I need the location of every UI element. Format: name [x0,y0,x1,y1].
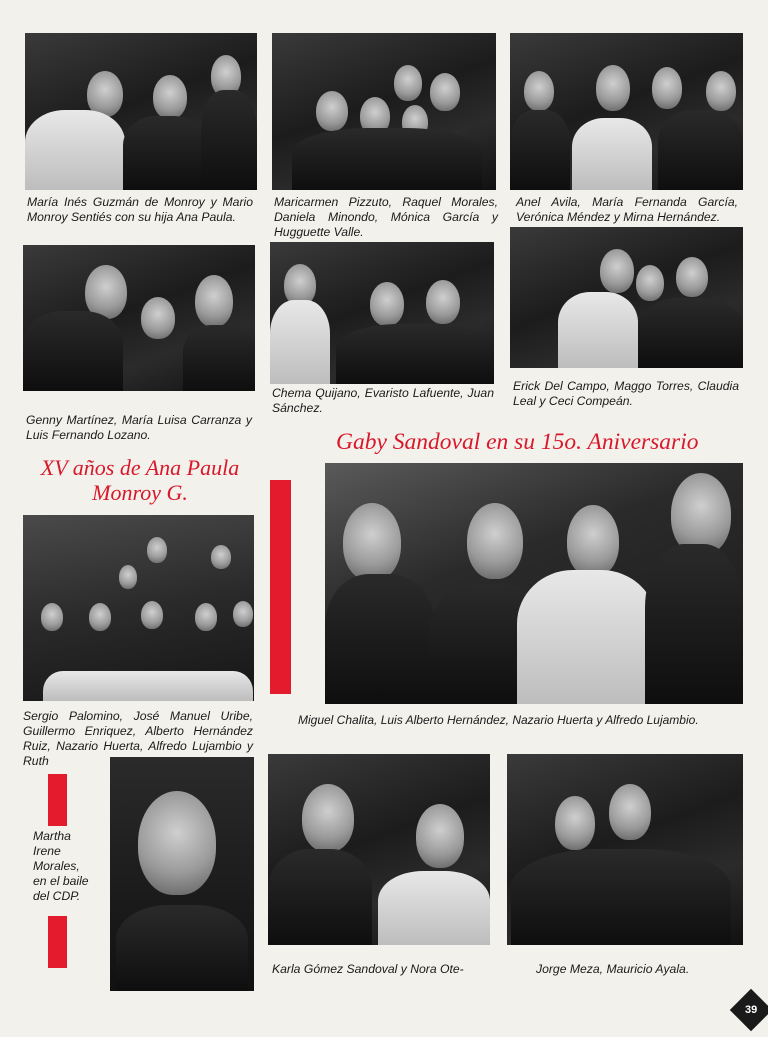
photo-monroy-family [25,33,257,190]
photo-karla-nora [268,754,490,945]
photo-genny-maria-luis [23,245,255,391]
photo-martha-irene-morales [110,757,254,991]
caption-xv-party-group: Sergio Palomino, José Manuel Uribe, Guillermo Enriquez, Alberto Hernández Ruiz, Nazario Huerta, Alfredo Lujambio y Ruth [23,709,253,768]
photo-erick-maggo-claudia-ceci [510,227,743,368]
photo-jorge-mauricio [507,754,743,945]
red-accent-bar [48,774,67,826]
heading-xv-anos: XV años de Ana Paula Monroy G. [40,455,240,505]
caption-chema-evaristo-juan: Chema Quijano, Evaristo Lafuente, Juan Sánchez. [272,386,494,415]
caption-girls-2: Anel Avila, María Fernanda García, Verónica Méndez y Mirna Hernández. [516,195,738,224]
photo-miguel-luis-nazario-alfredo [325,463,743,704]
caption-karla-nora: Karla Gómez Sandoval y Nora Ote- [272,962,464,976]
photo-xv-party-group [23,515,254,701]
photo-group-girls-2 [510,33,743,190]
caption-jorge-mauricio: Jorge Meza, Mauricio Ayala. [536,962,690,976]
red-accent-bar [270,480,291,694]
heading-gaby-sandoval: Gaby Sandoval en su 15o. Aniversario [336,429,699,455]
caption-erick-maggo-claudia-ceci: Erick Del Campo, Maggo Torres, Claudia Leal y Ceci Compeán. [513,379,739,408]
caption-martha-irene-morales: Martha Irene Morales, en el baile del CDP. [33,829,89,903]
red-accent-bar [48,916,67,968]
photo-group-girls-1 [272,33,496,190]
photo-chema-evaristo-juan [270,242,494,384]
page-number-badge [730,989,768,1031]
caption-monroy-family: María Inés Guzmán de Monroy y Mario Monroy Sentiés con su hija Ana Paula. [27,195,253,224]
caption-gaby-group: Miguel Chalita, Luis Alberto Hernández, Nazario Huerta y Alfredo Lujambio. [298,713,699,727]
caption-girls-1: Maricarmen Pizzuto, Raquel Morales, Daniela Minondo, Mónica García y Hugguette Valle. [274,195,498,239]
page-number: 39 [744,1004,758,1016]
caption-genny-maria-luis: Genny Martínez, María Luisa Carranza y Luis Fernando Lozano. [26,413,252,442]
